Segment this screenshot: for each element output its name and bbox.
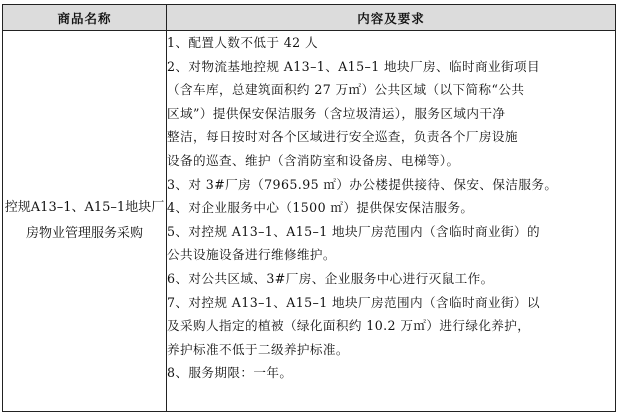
- requirements-cell: [167, 31, 616, 412]
- requirement-line: 8、服务期限：一年。: [167, 365, 293, 381]
- requirement-line: 区域”）提供保安保洁服务（含垃圾清运），服务区域内干净: [167, 105, 506, 121]
- table-row: [3, 31, 616, 412]
- product-name-cell: 控规A13–1、A15–1地块厂房物业管理服务采购: [3, 31, 167, 412]
- requirement-line: （含车库，总建筑面积约 27 万㎡）公共区域（以下简称“公共: [167, 82, 525, 98]
- requirement-line: 公共设施设备进行维修维护。: [167, 247, 336, 263]
- header-row: [3, 5, 616, 31]
- requirement-line: 整洁，每日按时对各个区域进行安全巡查，负责各个厂房设施: [167, 129, 518, 145]
- requirement-line: 2、对物流基地控规 A13–1、A15–1 地块厂房、临时商业街项目: [167, 58, 540, 74]
- requirement-line: 6、对公共区域、3#厂房、企业服务中心进行灭鼠工作。: [167, 270, 494, 286]
- requirement-line: 养护标准不低于二级养护标准。: [167, 341, 349, 357]
- requirement-line: 1、配置人数不低于 42 人: [167, 35, 318, 50]
- requirement-line: 4、对企业服务中心（1500 ㎡）提供保安保洁服务。: [167, 200, 474, 216]
- requirements-table: [2, 4, 616, 412]
- requirement-line: 及采购人指定的植被（绿化面积约 10.2 万㎡）进行绿化养护，: [167, 318, 531, 334]
- product-name-header: 商品名称: [3, 5, 167, 31]
- requirement-line: 5、对控规 A13–1、A15–1 地块厂房范围内（含临时商业街）的: [167, 223, 540, 239]
- requirement-line: 设备的巡查、维护（含消防室和设备房、电梯等）。: [167, 152, 460, 168]
- requirement-line: 3、对 3#厂房（7965.95 ㎡）办公楼提供接待、保安、保洁服务。: [167, 176, 558, 192]
- content-header: 内容及要求: [167, 5, 616, 31]
- requirement-line: 7、对控规 A13–1、A15–1 地块厂房范围内（含临时商业街）以: [167, 294, 540, 310]
